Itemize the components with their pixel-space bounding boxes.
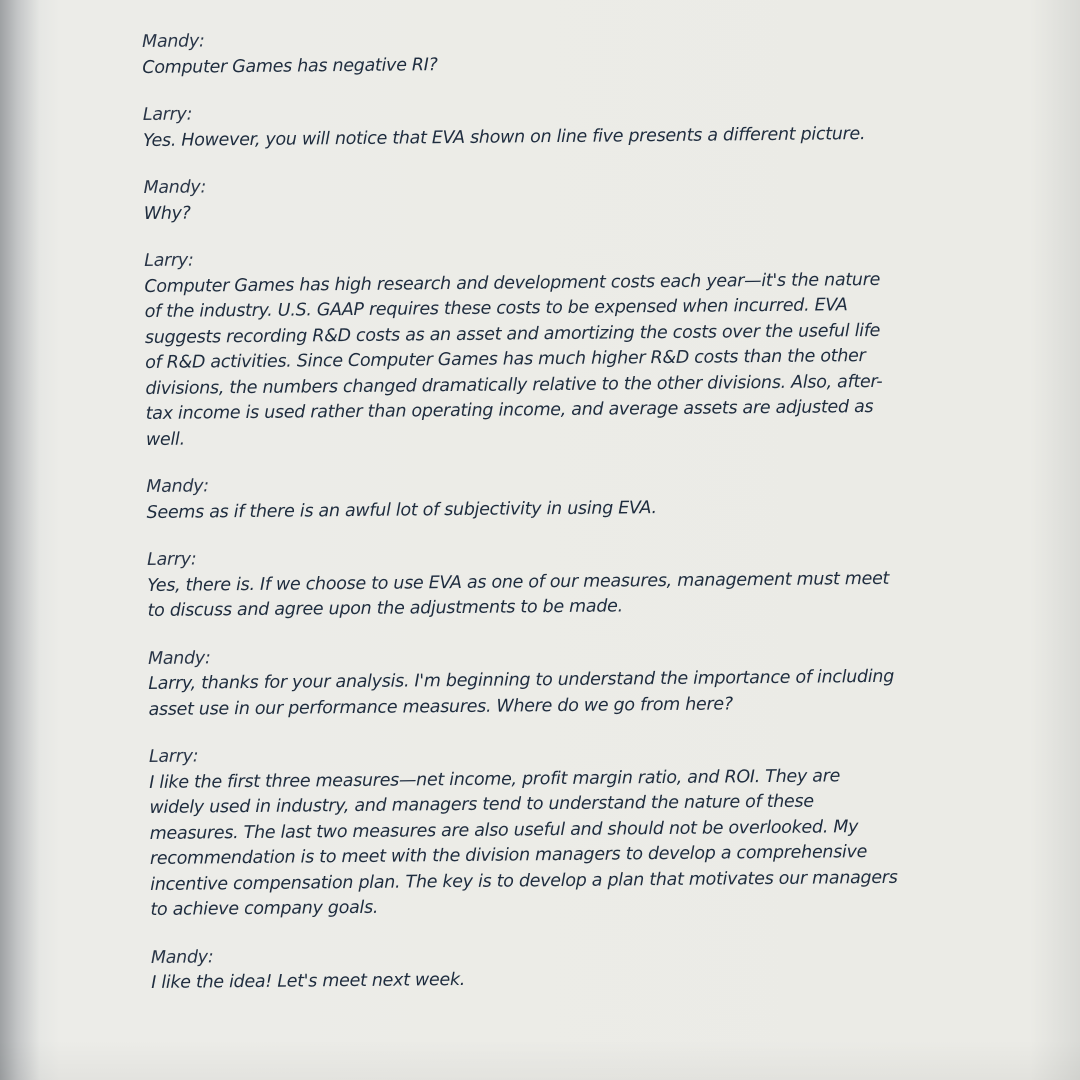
dialogue-line: Computer Games has negative RI? [142,54,438,78]
dialogue-transcript [142,22,981,1018]
dialogue-entry [151,937,981,996]
speaker-name: Mandy: [150,946,214,968]
dialogue-entry [146,467,976,526]
dialogue-line: widely used in industry, and managers tend to understand the nature of these [149,791,814,818]
speaker-name: Mandy: [142,31,205,52]
speaker-name: Mandy: [146,476,209,497]
dialogue-line: Computer Games has high research and development costs each year—it's the nature [144,269,881,297]
dialogue-line: asset use in our performance measures. Where do we go from here? [148,693,733,720]
dialogue-line: Why? [143,203,191,224]
speaker-name: Mandy: [143,177,207,198]
dialogue-line: suggests recording R&D costs as an asset and amortizing the costs over the useful life [144,320,881,348]
dialogue-entry [143,168,973,227]
dialogue-entry [142,22,972,81]
dialogue-line: to achieve company goals. [150,897,379,920]
dialogue-entry [147,540,978,624]
dialogue-line: I like the first three measures—net income, profit margin ratio, and ROI. They are [149,765,841,793]
speaker-name: Larry: [148,746,199,767]
dialogue-entry [149,737,981,923]
dialogue-line: of R&D activities. Since Computer Games has much higher R&D costs than the other [145,346,866,373]
dialogue-entry [144,241,976,453]
dialogue-line: to discuss and agree upon the adjustments to be made. [147,596,623,621]
speaker-name: Larry: [144,250,194,271]
speaker-name: Mandy: [147,647,211,669]
speaker-name: Larry: [146,549,197,570]
dialogue-line: Larry, thanks for your analysis. I'm beginning to understand the importance of including [148,666,895,694]
dialogue-entry [148,639,979,723]
dialogue-line: measures. The last two measures are also useful and should not be overlooked. My [149,816,859,844]
dialogue-line: recommendation is to meet with the division managers to develop a comprehensive [149,842,868,869]
dialogue-line: divisions, the numbers changed dramatically relative to the other divisions. Also, after- [145,371,883,399]
dialogue-line: of the industry. U.S. GAAP requires these costs to be expensed when incurred. EVA [144,295,848,322]
dialogue-line: tax income is used rather than operating income, and average assets are adjusted as [145,396,874,424]
dialogue-line: well. [145,429,185,450]
dialogue-line: Seems as if there is an awful lot of subjectivity in using EVA. [146,497,657,523]
dialogue-line: I like the idea! Let's meet next week. [151,969,466,993]
dialogue-line: Yes, there is. If we choose to use EVA as one of our measures, management must meet [147,568,890,596]
dialogue-entry [143,95,973,154]
dialogue-line: Yes. However, you will notice that EVA shown on line five presents a different picture. [142,123,866,151]
speaker-name: Larry: [142,104,193,125]
page-edge-shade [0,1040,1080,1080]
dialogue-line: incentive compensation plan. The key is to develop a plan that motivates our managers [150,867,898,895]
